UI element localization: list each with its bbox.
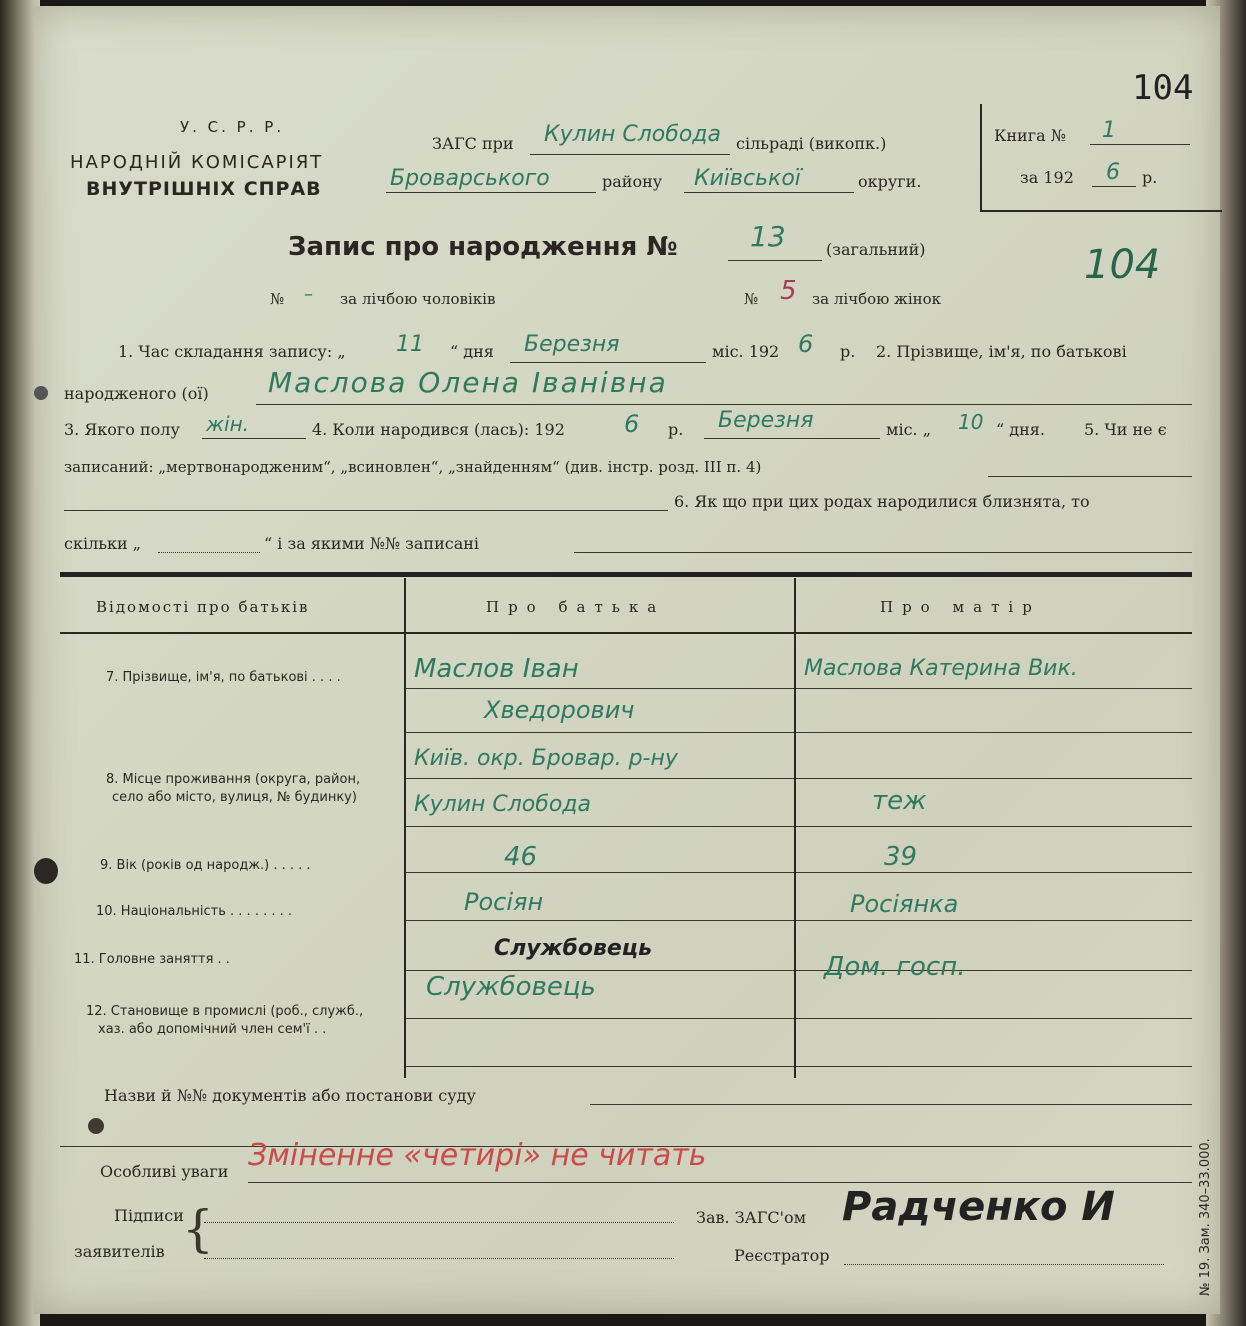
f6-text-b: “ і за якими №№ записані: [264, 534, 480, 553]
f4-text-a: 4. Коли народився (лась): 192: [312, 420, 565, 439]
f1-day: 11: [396, 332, 424, 357]
f4-day: 10: [958, 410, 984, 434]
notes-label: Особливі уваги: [100, 1162, 229, 1181]
record-number: 13: [750, 220, 786, 253]
row-10-father: Росіян: [464, 888, 544, 916]
print-mark: № 19. Зам. 340–33.000.: [1198, 1138, 1213, 1296]
f2-label-2: народженого (ої): [64, 384, 209, 403]
f2-value: Маслова Олена Іванівна: [268, 366, 668, 399]
row-9-mother: 39: [884, 842, 918, 872]
notes-value: Зміненне «четирі» не читать: [248, 1138, 707, 1173]
head-signature: Радченко И: [842, 1184, 1115, 1230]
row-11-label: 11. Головне заняття . .: [74, 952, 230, 967]
documents-label: Назви й №№ документів або постанови суду: [104, 1086, 476, 1105]
selrada-label: сільраді (викопк.): [736, 134, 887, 153]
row-line: [406, 732, 794, 733]
f1-text-d: р.: [840, 342, 856, 361]
margin-check-number: 104: [1084, 242, 1161, 288]
year-prefix: за 192: [1020, 168, 1074, 187]
men-label: за лічбою чоловіків: [340, 290, 496, 308]
f4-month-line: [704, 438, 880, 439]
book-line: [1090, 144, 1190, 145]
f1-month: Березня: [524, 332, 620, 357]
year-suffix: р.: [1142, 168, 1158, 187]
binding-hole: [88, 1118, 104, 1134]
applicant-sign-line-2: [204, 1258, 674, 1259]
f1-text-b: “ дня: [450, 342, 494, 361]
row-7-father-2: Хведорович: [484, 696, 635, 724]
row-line: [406, 826, 794, 827]
table-header-rule: [60, 632, 1192, 634]
row-line: [796, 826, 1192, 827]
page-number: 104: [1132, 68, 1194, 108]
women-prefix: №: [744, 290, 759, 308]
f6-count-line: [158, 552, 260, 553]
table-header-father: Про батька: [486, 598, 666, 616]
record-general: (загальний): [826, 240, 926, 259]
f6-label: 6. Як що при цих родах народилися близнята, то: [674, 492, 1090, 511]
row-9-father: 46: [504, 842, 538, 872]
row-line: [406, 970, 794, 971]
row-10-mother: Росіянка: [850, 890, 959, 918]
row-line: [796, 920, 1192, 921]
f4-year: 6: [624, 410, 640, 438]
record-number-line: [728, 260, 822, 261]
table-header-mother: Про матір: [880, 598, 1041, 616]
head-label: Зав. ЗАГС'ом: [696, 1208, 807, 1227]
row-11-father: Службовець: [494, 936, 653, 961]
row-7-father: Маслов Іван: [414, 654, 579, 684]
row-8-label-2: село або місто, вулиця, № будинку): [112, 790, 357, 805]
men-value: –: [304, 284, 313, 305]
f6-blank-line: [64, 510, 668, 511]
f2-label: 2. Прізвище, ім'я, по батькові: [876, 342, 1127, 361]
applicants-label-1: Підписи: [114, 1206, 184, 1225]
book-label: Книга №: [994, 126, 1066, 145]
table-divider-1: [404, 578, 406, 1078]
selrada-value: Кулин Слобода: [544, 122, 721, 147]
f3-line: [202, 438, 306, 439]
binding-hole: [34, 386, 48, 400]
selrada-line: [530, 154, 730, 155]
row-line: [406, 1066, 794, 1067]
f5-line-end: [988, 476, 1192, 477]
f5-line-2: записаний: „мертвонародженим“, „всиновлен“, „знайденням“ (див. інстр. розд. III п. 4): [64, 458, 762, 476]
f4-month: Березня: [718, 408, 814, 433]
row-8-father-2: Кулин Слобода: [414, 792, 591, 817]
applicants-label-2: заявителів: [74, 1242, 165, 1261]
table-top-rule: [60, 572, 1192, 577]
book-box: [980, 104, 1222, 212]
record-title: Запис про народження №: [288, 232, 678, 262]
row-12-father: Службовець: [426, 972, 596, 1002]
f6-text-a: скільки „: [64, 534, 141, 553]
table-header-info: Відомості про батьків: [96, 598, 310, 616]
documents-line: [590, 1104, 1192, 1105]
binding-hole: [34, 858, 58, 884]
zags-prefix: ЗАГС при: [432, 134, 514, 153]
f3-value: жін.: [206, 412, 250, 436]
f2-line: [256, 404, 1192, 405]
men-prefix: №: [270, 290, 285, 308]
table-divider-2: [794, 578, 796, 1078]
f1-month-line: [510, 362, 706, 363]
row-line: [796, 1066, 1192, 1067]
rayon-line: [386, 192, 596, 193]
commissariat-line-1: НАРОДНІЙ КОМІСАРІЯТ: [70, 152, 324, 173]
row-8-label: 8. Місце проживання (округа, район,: [106, 772, 361, 787]
row-line: [796, 872, 1192, 873]
rayon-label: району: [602, 172, 663, 191]
row-12-label: 12. Становище в промислі (роб., служб.,: [86, 1004, 364, 1019]
row-12-mother: Дом. госп.: [824, 952, 966, 982]
ussr-label: У. С. Р. Р.: [180, 118, 285, 136]
f5-label: 5. Чи не є: [1084, 420, 1167, 439]
okruha-label: округи.: [858, 172, 922, 191]
row-line: [406, 778, 794, 779]
applicants-brace: {: [182, 1200, 214, 1258]
row-8-mother: теж: [872, 786, 927, 816]
rayon-value: Броварського: [390, 166, 550, 191]
row-10-label: 10. Національність . . . . . . . .: [96, 904, 293, 919]
row-line: [796, 732, 1192, 733]
book-value: 1: [1102, 118, 1116, 143]
row-line: [406, 1018, 794, 1019]
f4-text-c: міс. „: [886, 420, 931, 439]
row-line: [406, 872, 794, 873]
f4-text-b: р.: [668, 420, 684, 439]
okruha-line: [684, 192, 854, 193]
row-12-label-2: хаз. або допомічний член сем'ї . .: [98, 1022, 327, 1037]
registrar-line: [844, 1264, 1164, 1265]
row-line: [796, 1018, 1192, 1019]
row-line: [796, 778, 1192, 779]
registrar-label: Реєстратор: [734, 1246, 830, 1265]
f6-numbers-line: [574, 552, 1192, 553]
notes-line: [248, 1182, 1192, 1183]
year-value: 6: [1106, 160, 1120, 185]
row-9-label: 9. Вік (років од народж.) . . . . .: [100, 858, 311, 873]
year-line: [1092, 186, 1136, 187]
commissariat-line-2: ВНУТРІШНІХ СПРАВ: [86, 178, 322, 200]
row-7-mother: Маслова Катерина Вик.: [804, 656, 1078, 681]
f3-label: 3. Якого полу: [64, 420, 180, 439]
f1-text-c: міс. 192: [712, 342, 780, 361]
row-7-label: 7. Прізвище, ім'я, по батькові . . . .: [106, 670, 341, 685]
row-line: [406, 688, 794, 689]
f1-year: 6: [798, 330, 814, 358]
f1-text-a: 1. Час складання запису: „: [118, 342, 346, 361]
f4-text-d: “ дня.: [996, 420, 1045, 439]
applicant-sign-line-1: [204, 1222, 674, 1223]
row-8-father: Київ. окр. Бровар. р-ну: [414, 746, 678, 771]
women-value: 5: [780, 276, 797, 306]
women-label: за лічбою жінок: [812, 290, 942, 308]
okruha-value: Київської: [694, 166, 801, 191]
row-line: [796, 688, 1192, 689]
birth-record-page: [34, 6, 1220, 1314]
row-line: [406, 920, 794, 921]
